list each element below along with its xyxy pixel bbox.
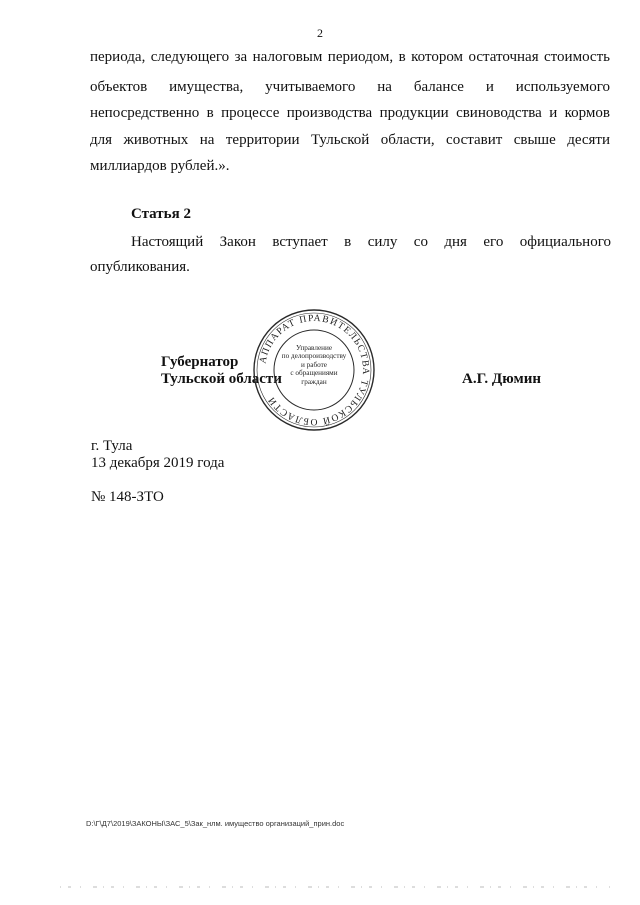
signatory-name: А.Г. Дюмин	[462, 371, 542, 387]
official-seal	[252, 308, 376, 432]
article-heading: Статья 2	[131, 206, 191, 222]
seal-ring-text: АППАРАТ ПРАВИТЕЛЬСТВА ТУЛЬСКОЙ ОБЛАСТИ	[257, 312, 372, 428]
place: г. Тула	[91, 438, 133, 454]
seal-inner-text	[276, 344, 352, 386]
article-line: опубликования.	[90, 259, 190, 275]
article-line: Настоящий Закон вступает в силу со дня его официального	[131, 234, 611, 250]
file-path: D:\Г\Д7\2019\ЗАКОНЫ\ЗАС_5\Зак_нлм. имущество организаций_прин.doc	[86, 819, 345, 828]
date: 13 декабря 2019 года	[91, 455, 225, 471]
signatory-title-line1: Губернатор	[161, 354, 239, 370]
seal-inner-line: с обращениями	[290, 369, 338, 378]
body-line: объектов имущества, учитываемого на балансе и используемого	[90, 79, 610, 95]
seal-inner-line: и работе	[301, 360, 327, 369]
seal-inner-line: по делопроизводству	[281, 352, 347, 361]
page-number: 2	[317, 26, 323, 40]
seal-inner-line: Управление	[295, 344, 333, 352]
body-line: миллиардов рублей.».	[90, 158, 230, 174]
body-line: непосредственно в процессе производства продукции свиноводства и кормов	[90, 105, 610, 121]
document-number: № 148-ЗТО	[91, 489, 164, 505]
seal-inner-line: граждан	[301, 377, 327, 386]
body-line: периода, следующего за налоговым периодом, в котором остаточная стоимость	[90, 49, 610, 65]
signatory-title-line2: Тульской области	[161, 371, 282, 387]
body-line: для животных на территории Тульской области, составит свыше десяти	[90, 132, 610, 148]
scan-noise	[0, 884, 640, 890]
